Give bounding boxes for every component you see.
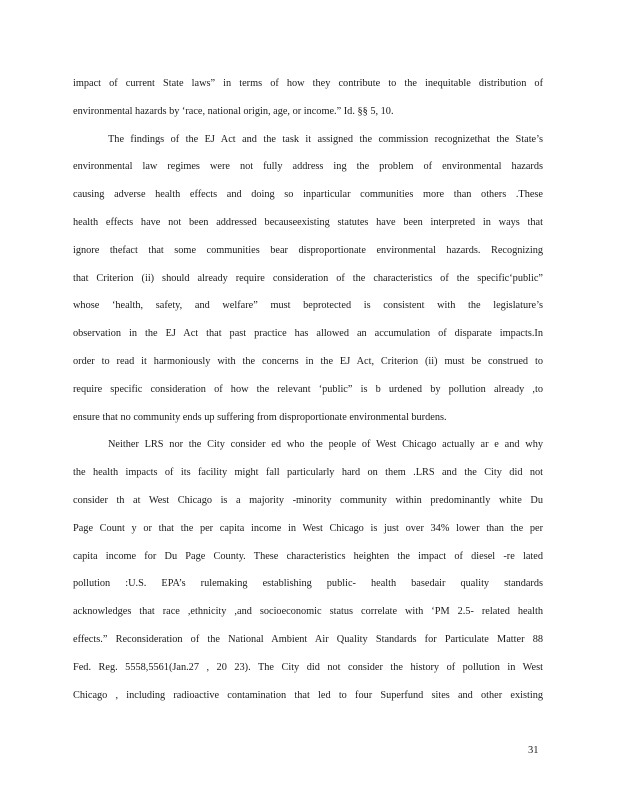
- text-line: effects.” Reconsideration of the National Ambient Air Quality Standards for Particulate Matter 88: [73, 633, 543, 645]
- text-line: consider th at West Chicago is a majority -minority community within predominantly white Du: [73, 494, 543, 506]
- text-line: environmental hazards by ‘race, national origin, age, or income.” Id. §§ 5, 10.: [73, 105, 394, 117]
- text-line: order to read it harmoniously with the concerns in the EJ Act, Criterion (ii) must be construed to: [73, 355, 543, 367]
- text-line: causing adverse health effects and doing so inparticular communities more than others .These: [73, 189, 543, 201]
- paragraph-first-line: Neither LRS nor the City consider ed who the people of West Chicago actually ar e and why: [108, 439, 543, 451]
- text-line: capita income for Du Page County. These characteristics heighten the impact of diesel -re lated: [73, 550, 543, 562]
- text-line: pollution :U.S. EPA’s rulemaking establishing public- health basedair quality standards: [73, 578, 543, 590]
- document-body: [73, 70, 543, 709]
- text-line: Chicago , including radioactive contamination that led to four Superfund sites and other existing: [73, 689, 543, 701]
- text-line: Page Count y or that the per capita income in West Chicago is just over 34% lower than the per: [73, 522, 543, 534]
- text-line: ensure that no community ends up suffering from disproportionate environmental burdens.: [73, 411, 447, 423]
- text-line: the health impacts of its facility might fall particularly hard on them .LRS and the City did not: [73, 467, 543, 479]
- text-line: impact of current State laws” in terms of how they contribute to the inequitable distribution of: [73, 78, 543, 89]
- text-line: Fed. Reg. 5558,5561(Jan.27 , 20 23). The City did not consider the history of pollution in West: [73, 661, 543, 673]
- text-line: observation in the EJ Act that past practice has allowed an accumulation of disparate impacts.In: [73, 328, 543, 340]
- text-line: acknowledges that race ,ethnicity ,and socioeconomic status correlate with ‘PM 2.5- related health: [73, 606, 543, 618]
- paragraph-first-line: The findings of the EJ Act and the task it assigned the commission recognizethat the State’s: [108, 133, 543, 145]
- text-line: whose ‘health, safety, and welfare” must beprotected is consistent with the legislature’s: [73, 300, 543, 312]
- text-line: require specific consideration of how the relevant ‘public” is b urdened by pollution already ,to: [73, 383, 543, 395]
- text-line: environmental law regimes were not fully address ing the problem of environmental hazards: [73, 161, 543, 173]
- text-line: that Criterion (ii) should already require consideration of the characteristics of the specific‘public”: [73, 272, 543, 284]
- text-line: ignore thefact that some communities bear disproportionate environmental hazards. Recognizing: [73, 244, 543, 256]
- text-line: health effects have not been addressed becauseexisting statutes have been interpreted in ways that: [73, 216, 543, 228]
- page-number: 31: [528, 745, 539, 756]
